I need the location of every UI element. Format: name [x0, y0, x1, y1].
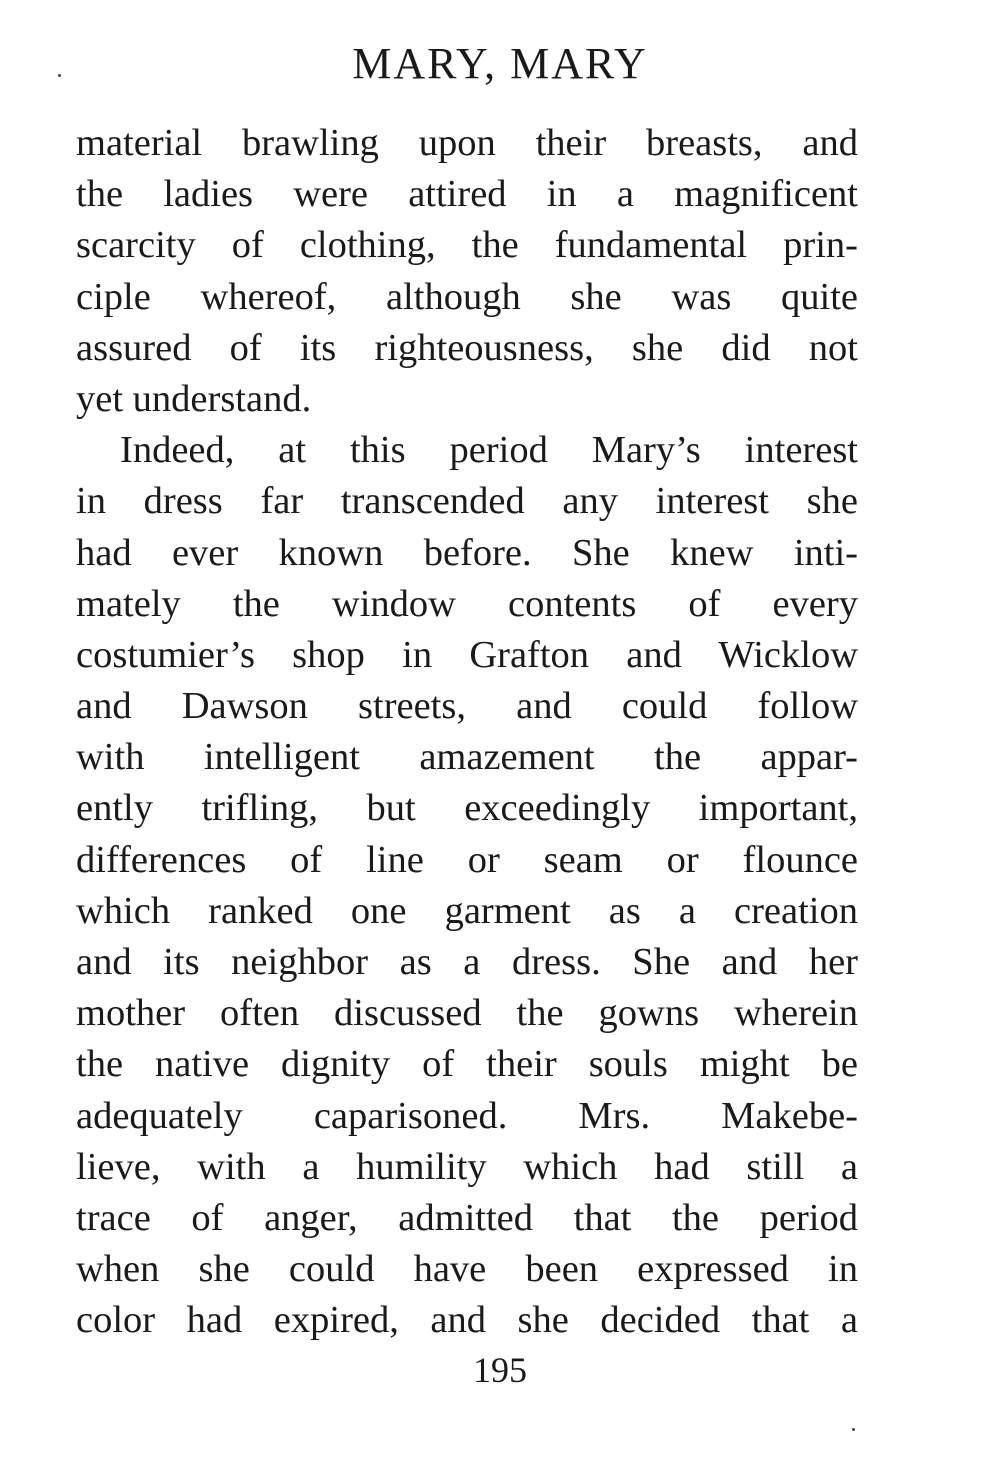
- scan-speck: [852, 1428, 855, 1431]
- text-line: scarcity of clothing, the fundamental prin-: [76, 224, 858, 267]
- text-line: trace of anger, admitted that the period: [76, 1196, 858, 1239]
- paragraph-1: [76, 118, 858, 425]
- text-line: mately the window contents of every: [76, 582, 858, 625]
- text-line: when she could have been expressed in: [76, 1248, 858, 1291]
- text-line: assured of its righteousness, she did not: [76, 326, 858, 369]
- text-line: the ladies were attired in a magnificent: [76, 173, 858, 216]
- text-line: Indeed, at this period Mary’s interest: [120, 429, 858, 472]
- text-line: and its neighbor as a dress. She and her: [76, 941, 858, 983]
- text-line: lieve, with a humility which had still a: [76, 1145, 858, 1188]
- text-line: ciple whereof, although she was quite: [76, 275, 858, 318]
- text-line: in dress far transcended any interest she: [76, 480, 858, 523]
- text-line: ently trifling, but exceedingly important,: [76, 787, 858, 830]
- text-line: differences of line or seam or flounce: [76, 838, 858, 881]
- body-text: [76, 118, 858, 1347]
- text-line: mother often discussed the gowns wherein: [76, 992, 858, 1035]
- text-line: which ranked one garment as a creation: [76, 889, 858, 932]
- text-line: costumier’s shop in Grafton and Wicklow: [76, 633, 858, 676]
- page-number: 195: [473, 1350, 527, 1390]
- text-line: color had expired, and she decided that a: [76, 1299, 858, 1342]
- text-line: and Dawson streets, and could follow: [76, 685, 858, 728]
- running-head: MARY, MARY: [352, 39, 648, 88]
- paragraph-2: [76, 425, 858, 1346]
- text-line: had ever known before. She knew inti-: [76, 531, 858, 574]
- scan-speck: [58, 74, 61, 77]
- text-line: adequately caparisoned. Mrs. Makebe-: [76, 1094, 858, 1137]
- text-line: material brawling upon their breasts, and: [76, 122, 858, 164]
- text-line: yet understand.: [76, 377, 312, 420]
- text-line: with intelligent amazement the appar-: [76, 736, 858, 779]
- text-line: the native dignity of their souls might be: [76, 1043, 858, 1086]
